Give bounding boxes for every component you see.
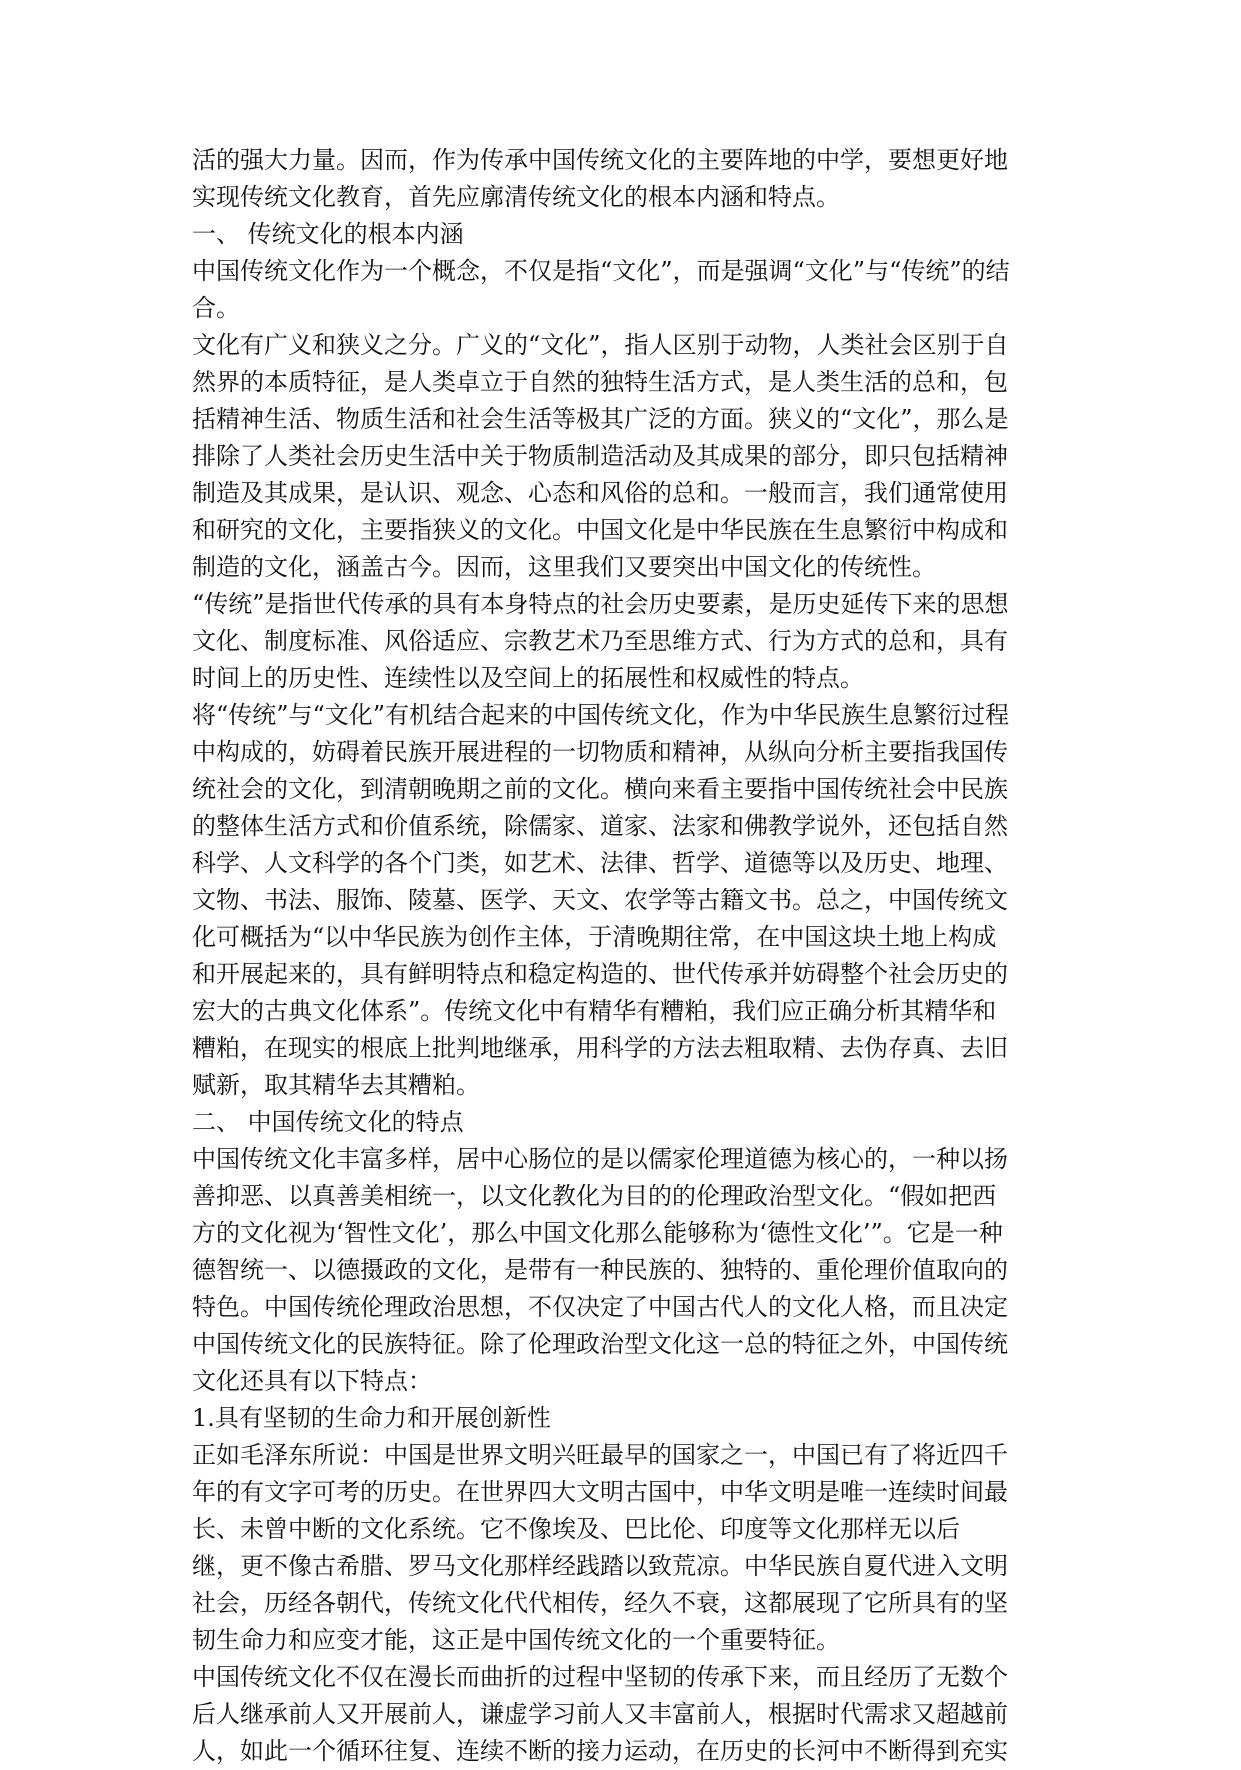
text-line: 括精神生活、物质生活和社会生活等极其广泛的方面。狭义的“文化”，那么是 xyxy=(192,405,1009,433)
text-line: 合。 xyxy=(192,294,240,322)
text-line: 然界的本质特征，是人类卓立于自然的独特生活方式，是人类生活的总和，包 xyxy=(192,368,1008,396)
text-line: 时间上的历史性、连续性以及空间上的拓展性和权威性的特点。 xyxy=(192,664,864,692)
text-line: 和研究的文化，主要指狭义的文化。中国文化是中华民族在生息繁衍中构成和 xyxy=(192,516,1008,544)
text-line: 文化有广义和狭义之分。广义的“文化”，指人区别于动物，人类社会区别于自 xyxy=(192,331,1009,359)
text-line: 继，更不像古希腊、罗马文化那样经践踏以致荒凉。中华民族自夏代进入文明 xyxy=(192,1552,1008,1580)
text-line: 文化还具有以下特点： xyxy=(192,1367,432,1395)
text-line: 文化、制度标准、风俗适应、宗教艺术乃至思维方式、行为方式的总和，具有 xyxy=(192,627,1008,655)
text-line: 排除了人类社会历史生活中关于物质制造活动及其成果的部分，即只包括精神 xyxy=(192,442,1008,470)
text-line: 方的文化视为‘智性文化’，那么中国文化那么能够称为‘德性文化’”。它是一种 xyxy=(192,1219,1003,1247)
text-line: 韧生命力和应变才能，这正是中国传统文化的一个重要特征。 xyxy=(192,1626,840,1654)
text-line: 中国传统文化作为一个概念，不仅是指“文化”，而是强调“文化”与“传统”的结 xyxy=(192,257,1010,285)
text-line: 中构成的，妨碍着民族开展进程的一切物质和精神，从纵向分析主要指我国传 xyxy=(192,738,1008,766)
text-line: 中国传统文化丰富多样，居中心肠位的是以儒家伦理道德为核心的，一种以扬 xyxy=(192,1145,1008,1173)
text-line: 将“传统”与“文化”有机结合起来的中国传统文化，作为中华民族生息繁衍过程 xyxy=(192,701,1010,729)
text-line: 科学、人文科学的各个门类，如艺术、法律、哲学、道德等以及历史、地理、 xyxy=(192,849,1008,877)
text-line: 制造的文化，涵盖古今。因而，这里我们又要突出中国文化的传统性。 xyxy=(192,553,936,581)
text-line: 糟粕，在现实的根底上批判地继承，用科学的方法去粗取精、去伪存真、去旧 xyxy=(192,1034,1008,1062)
text-line: 宏大的古典文化体系”。传统文化中有精华有糟粕，我们应正确分析其精华和 xyxy=(192,997,997,1025)
text-line: 特色。中国传统伦理政治思想，不仅决定了中国古代人的文化人格，而且决定 xyxy=(192,1293,1008,1321)
document-page xyxy=(192,142,1050,1770)
text-line: 年的有文字可考的历史。在世界四大文明古国中，中华文明是唯一连续时间最 xyxy=(192,1478,1008,1506)
text-line: 化可概括为“以中华民族为创作主体，于清晚期往常，在中国这块土地上构成 xyxy=(192,923,997,951)
text-line: 正如毛泽东所说：中国是世界文明兴旺最早的国家之一，中国已有了将近四千 xyxy=(192,1441,1008,1469)
text-line: 制造及其成果，是认识、观念、心态和风俗的总和。一般而言，我们通常使用 xyxy=(192,479,1008,507)
text-line: 的整体生活方式和价值系统，除儒家、道家、法家和佛教学说外，还包括自然 xyxy=(192,812,1008,840)
text-line: “传统”是指世代传承的具有本身特点的社会历史要素，是历史延传下来的思想 xyxy=(192,590,1009,618)
subsection-heading: 1.具有坚韧的生命力和开展创新性 xyxy=(192,1404,551,1432)
section-heading: 二、 中国传统文化的特点 xyxy=(192,1108,464,1136)
text-line: 统社会的文化，到清朝晚期之前的文化。横向来看主要指中国传统社会中民族 xyxy=(192,775,1008,803)
text-line: 中国传统文化的民族特征。除了伦理政治型文化这一总的特征之外，中国传统 xyxy=(192,1330,1008,1358)
text-line: 赋新，取其精华去其糟粕。 xyxy=(192,1071,480,1099)
text-line: 活的强大力量。因而，作为传承中国传统文化的主要阵地的中学，要想更好地 xyxy=(192,146,1008,174)
text-line: 实现传统文化教育，首先应廓清传统文化的根本内涵和特点。 xyxy=(192,183,840,211)
section-heading: 一、 传统文化的根本内涵 xyxy=(192,220,464,248)
text-line: 德智统一、以德摄政的文化，是带有一种民族的、独特的、重伦理价值取向的 xyxy=(192,1256,1008,1284)
text-line: 善抑恶、以真善美相统一，以文化教化为目的的伦理政治型文化。“假如把西 xyxy=(192,1182,997,1210)
text-line: 文物、书法、服饰、陵墓、医学、天文、农学等古籍文书。总之，中国传统文 xyxy=(192,886,1008,914)
text-line: 社会，历经各朝代，传统文化代代相传，经久不衰，这都展现了它所具有的坚 xyxy=(192,1589,1008,1617)
text-line: 长、未曾中断的文化系统。它不像埃及、巴比伦、印度等文化那样无以后 xyxy=(192,1515,960,1543)
text-line: 人，如此一个循环往复、连续不断的接力运动，在历史的长河中不断得到充实 xyxy=(192,1737,1008,1765)
text-line: 中国传统文化不仅在漫长而曲折的过程中坚韧的传承下来，而且经历了无数个 xyxy=(192,1663,1008,1691)
text-line: 和开展起来的，具有鲜明特点和稳定构造的、世代传承并妨碍整个社会历史的 xyxy=(192,960,1008,988)
text-line: 后人继承前人又开展前人，谦虚学习前人又丰富前人，根据时代需求又超越前 xyxy=(192,1700,1008,1728)
